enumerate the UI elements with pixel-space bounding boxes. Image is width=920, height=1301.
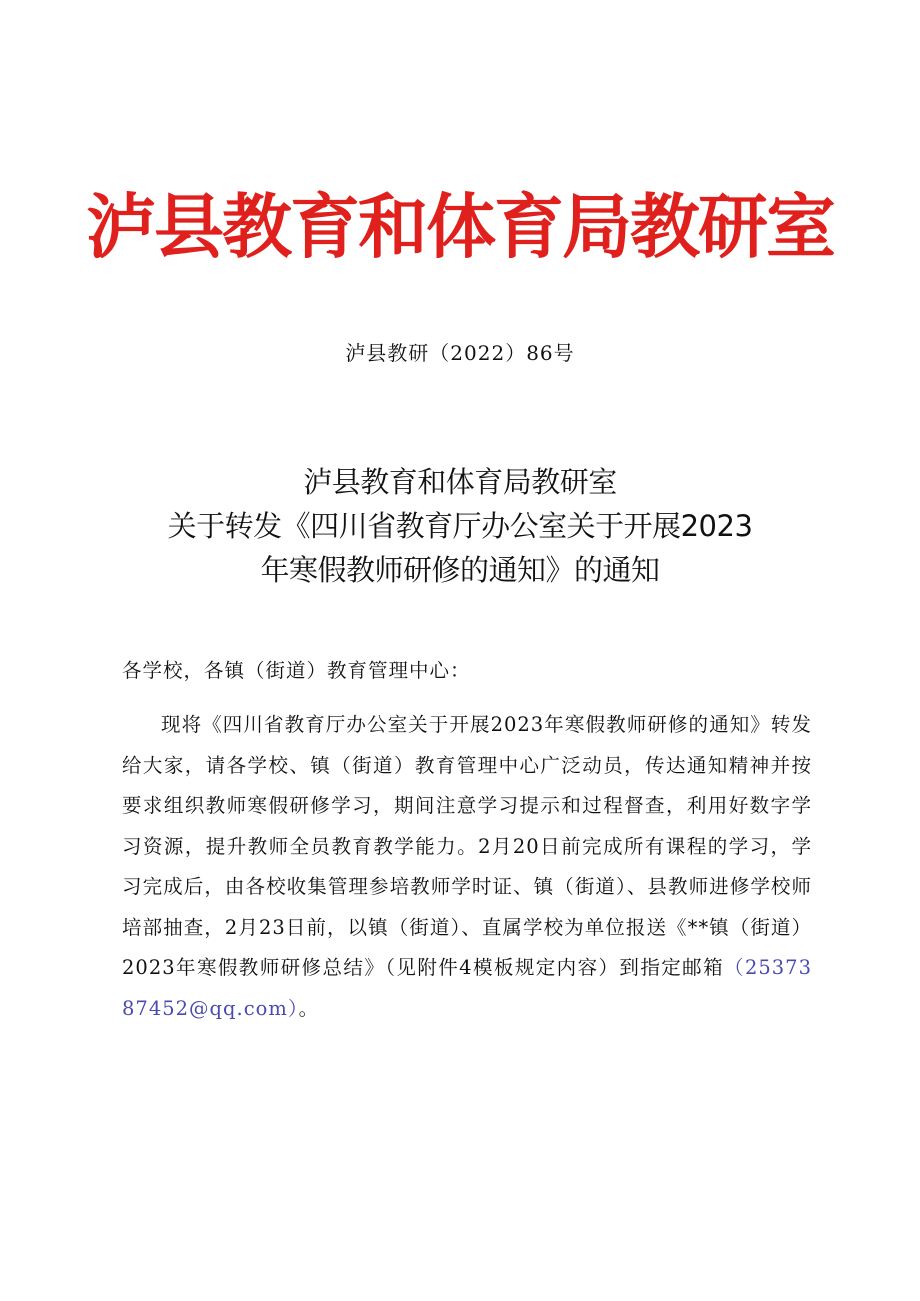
body-paragraph [122,705,812,1029]
title-line-1: 泸县教育和体育局教研室 [303,465,617,499]
notice-title [0,460,920,592]
salutation: 各学校，各镇（街道）教育管理中心： [122,659,471,682]
body-text-end: 。 [298,996,320,1020]
masthead-title: 泸县教育和体育局教研室 [86,186,834,268]
email-address: 2537387452@qq.com [122,956,812,1020]
email-close-paren: ） [287,996,299,1020]
document-number: 泸县教研（2022）86号 [345,341,575,365]
email-open-paren: （ [724,956,745,979]
body-text-main: 现将《四川省教育厅办公室关于开展2023年寒假教师研修的通知》转发给大家，请各学校、镇（街道）教育管理中心广泛动员，传达通知精神并按要求组织教师寒假研修学习，期间注意学习提示和过程督查，利用好数字学习资源，提升教师全员教育教学能力。2月20日前完成所有课程的学习，学习完成后，由各校收集管理参培教师学时证、镇（街道）、县教师进修学校师培部抽查，2月23日前，以镇（街道）、直属学校为单位报送《**镇（街道）2023年寒假教师研修总结》（见附件4模板规定内容）到指定邮箱 [122,713,812,979]
title-line-2: 关于转发《四川省教育厅办公室关于开展2023 [167,509,753,543]
title-line-3: 年寒假教师研修的通知》的通知 [260,553,660,587]
